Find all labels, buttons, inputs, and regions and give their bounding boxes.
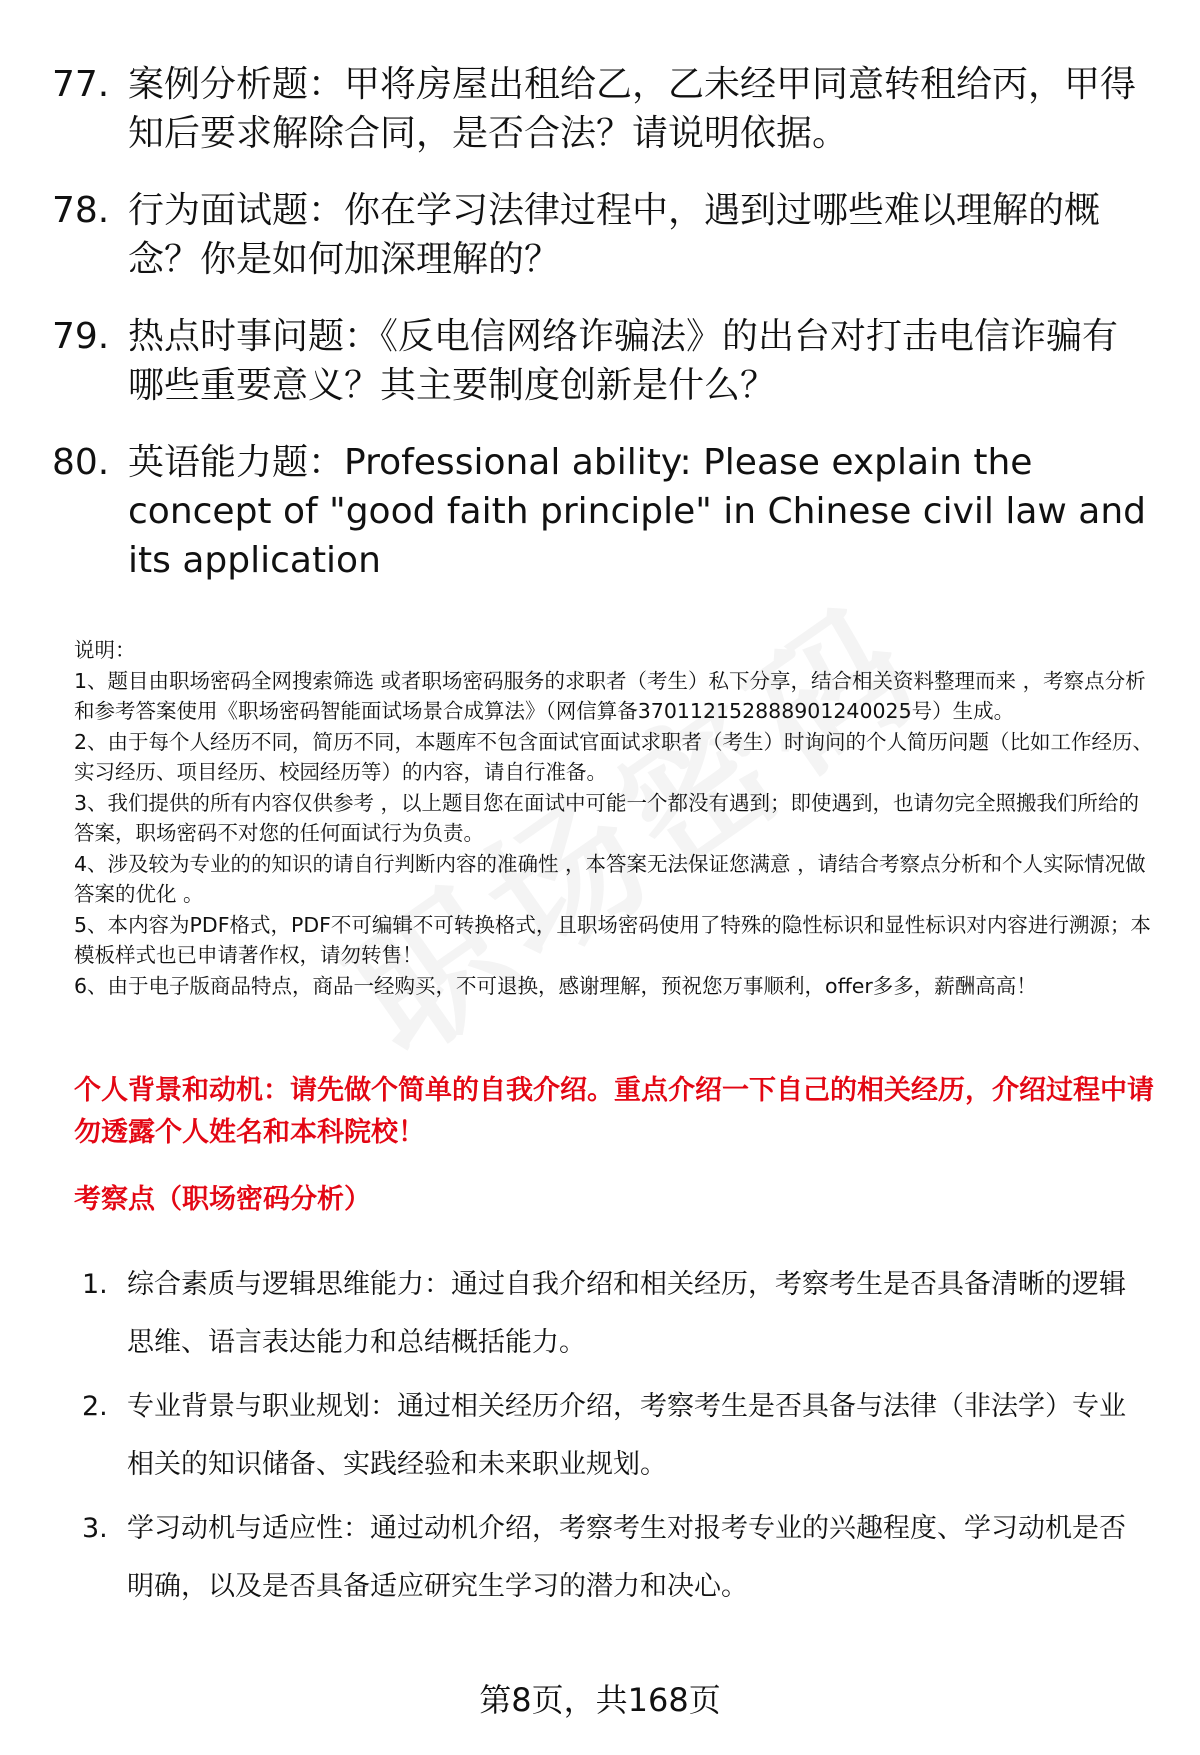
question-number: 79. (52, 316, 110, 357)
analysis-item (82, 1378, 1152, 1494)
question-text: 热点时事问题：《反电信网络诈骗法》的出台对打击电信诈骗有哪些重要意义？其主要制度创新是什么？ (128, 316, 1119, 406)
question-item (52, 186, 1152, 284)
note-item: 4、涉及较为专业的的知识的请自行判断内容的准确性 ，本答案无法保证您满意 ，请结合考察点分析和个人实际情况做答案的优化 。 (74, 851, 1146, 906)
question-text: 行为面试题：你在学习法律过程中，遇到过哪些难以理解的概念？你是如何加深理解的？ (128, 190, 1101, 280)
question-item (52, 60, 1152, 158)
notes-section (74, 635, 1159, 1001)
question-heading: 个人背景和动机：请先做个简单的自我介绍。重点介绍一下自己的相关经历，介绍过程中请勿透露个人姓名和本科院校！ (74, 1075, 1154, 1148)
question-number: 77. (52, 64, 110, 105)
question-item (52, 438, 1152, 585)
analysis-number: 2. (82, 1391, 108, 1422)
analysis-item (82, 1256, 1152, 1372)
note-item: 5、本内容为PDF格式，PDF不可编辑不可转换格式，且职场密码使用了特殊的隐性标识和显性标识对内容进行溯源；本模板样式也已申请著作权，请勿转售！ (74, 912, 1151, 967)
question-list (52, 60, 1152, 613)
question-item (52, 312, 1152, 410)
analysis-number: 1. (82, 1269, 108, 1300)
analysis-heading: 考察点（职场密码分析） (74, 1184, 371, 1215)
question-text: 案例分析题：甲将房屋出租给乙，乙未经甲同意转租给丙，甲得知后要求解除合同，是否合法？请说明依据。 (128, 64, 1137, 154)
analysis-text: 专业背景与职业规划：通过相关经历介绍，考察考生是否具备与法律（非法学）专业相关的知识储备、实践经验和未来职业规划。 (127, 1391, 1126, 1480)
notes-title: 说明： (74, 638, 136, 662)
question-text: 英语能力题：Professional ability: Please explain the concept of "good faith principle" in Chinese civil law and its application (128, 442, 1147, 581)
note-item: 3、我们提供的所有内容仅供参考 ，以上题目您在面试中可能一个都没有遇到；即使遇到，也请勿完全照搬我们所给的答案，职场密码不对您的任何面试行为负责。 (74, 790, 1140, 845)
analysis-list (82, 1256, 1152, 1622)
page-number-footer: 第8页，共168页 (479, 1681, 721, 1719)
analysis-number: 3. (82, 1513, 108, 1544)
note-item: 2、由于每个人经历不同，简历不同，本题库不包含面试官面试求职者（考生）时询问的个人简历问题（比如工作经历、实习经历、项目经历、校园经历等）的内容，请自行准备。 (74, 729, 1154, 784)
question-number: 80. (52, 442, 110, 483)
analysis-item (82, 1500, 1152, 1616)
note-item: 6、由于电子版商品特点，商品一经购买，不可退换，感谢理解，预祝您万事顺利，offer多多，薪酬高高！ (74, 973, 1037, 998)
analysis-text: 学习动机与适应性：通过动机介绍，考察考生对报考专业的兴趣程度、学习动机是否明确，以及是否具备适应研究生学习的潜力和决心。 (127, 1513, 1126, 1602)
question-number: 78. (52, 190, 110, 231)
analysis-text: 综合素质与逻辑思维能力：通过自我介绍和相关经历，考察考生是否具备清晰的逻辑思维、语言表达能力和总结概括能力。 (127, 1269, 1126, 1358)
note-item: 1、题目由职场密码全网搜索筛选 或者职场密码服务的求职者（考生）私下分享，结合相关资料整理而来 ，考察点分析和参考答案使用《职场密码智能面试场景合成算法》（网信算备370112152888901240025号）生成。 (74, 668, 1146, 723)
